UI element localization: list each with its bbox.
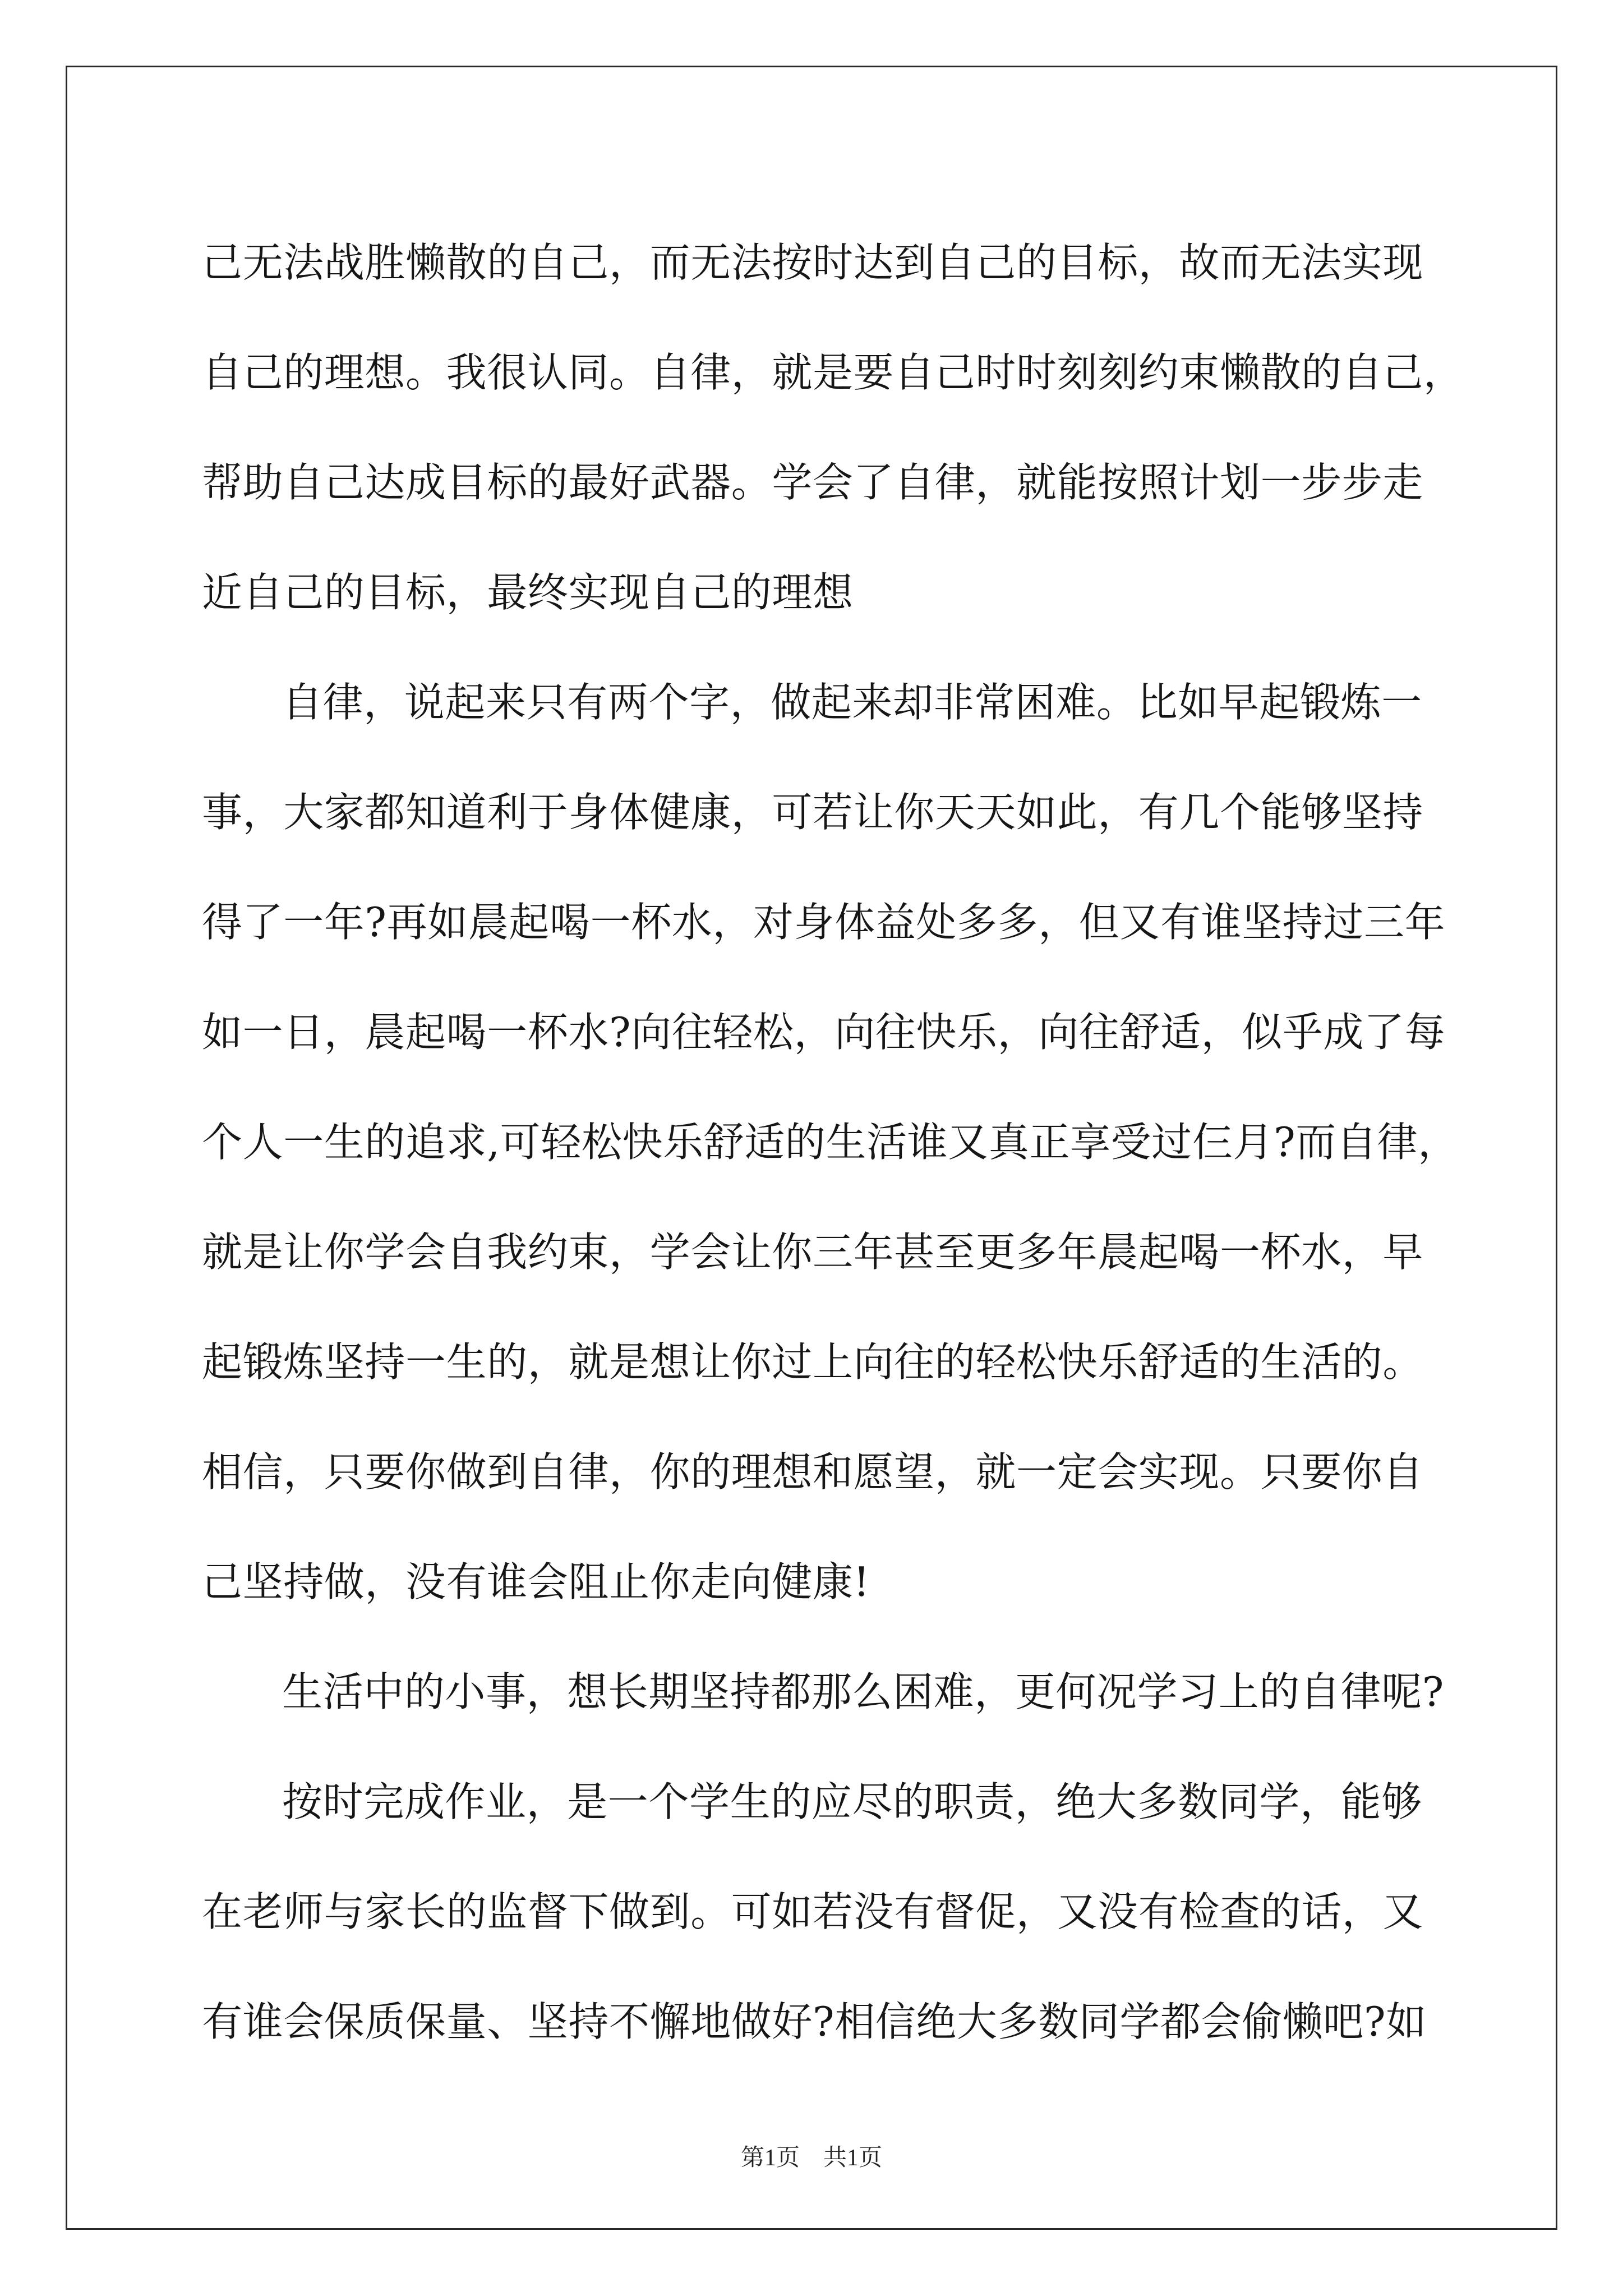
text-line: 就是让你学会自我约束，学会让你三年甚至更多年晨起喝一杯水，早 — [202, 1228, 1424, 1276]
text-line: 帮助自己达成目标的最好武器。学会了自律，就能按照计划一步步走 — [202, 459, 1424, 506]
text-line: 事，大家都知道利于身体健康，可若让你天天如此，有几个能够坚持 — [202, 789, 1424, 836]
text-line: 己坚持做，没有谁会阻止你走向健康! — [202, 1558, 870, 1605]
text-line: 有谁会保质保量、坚持不懈地做好?相信绝大多数同学都会偷懒吧?如 — [202, 1998, 1427, 2045]
text-line: 自己的理想。我很认同。自律，就是要自己时时刻刻约束懒散的自己， — [202, 349, 1464, 396]
text-line: 按时完成作业，是一个学生的应尽的职责，绝大多数同学，能够 — [282, 1778, 1422, 1825]
text-line: 个人一生的追求,可轻松快乐舒适的生活谁又真正享受过仨月?而自律， — [202, 1119, 1459, 1166]
text-line: 己无法战胜懒散的自己，而无法按时达到自己的目标，故而无法实现 — [202, 239, 1424, 286]
text-line: 得了一年?再如晨起喝一杯水，对身体益处多多，但又有谁坚持过三年 — [202, 899, 1446, 946]
text-line: 相信，只要你做到自律，你的理想和愿望，就一定会实现。只要你自 — [202, 1448, 1424, 1496]
text-line: 在老师与家长的监督下做到。可如若没有督促，又没有检查的话，又 — [202, 1888, 1424, 1935]
body-text — [67, 67, 1556, 2228]
page-footer: 第1页 共1页 — [740, 2145, 882, 2171]
text-line: 近自己的目标，最终实现自己的理想 — [202, 569, 854, 616]
text-line: 如一日，晨起喝一杯水?向往轻松，向往快乐，向往舒适，似乎成了每 — [202, 1009, 1446, 1056]
text-line: 生活中的小事，想长期坚持都那么困难，更何况学习上的自律呢? — [282, 1668, 1445, 1715]
text-line: 起锻炼坚持一生的，就是想让你过上向往的轻松快乐舒适的生活的。 — [202, 1338, 1424, 1386]
page-frame — [66, 66, 1557, 2230]
text-line: 自律，说起来只有两个字，做起来却非常困难。比如早起锻炼一 — [282, 679, 1422, 726]
